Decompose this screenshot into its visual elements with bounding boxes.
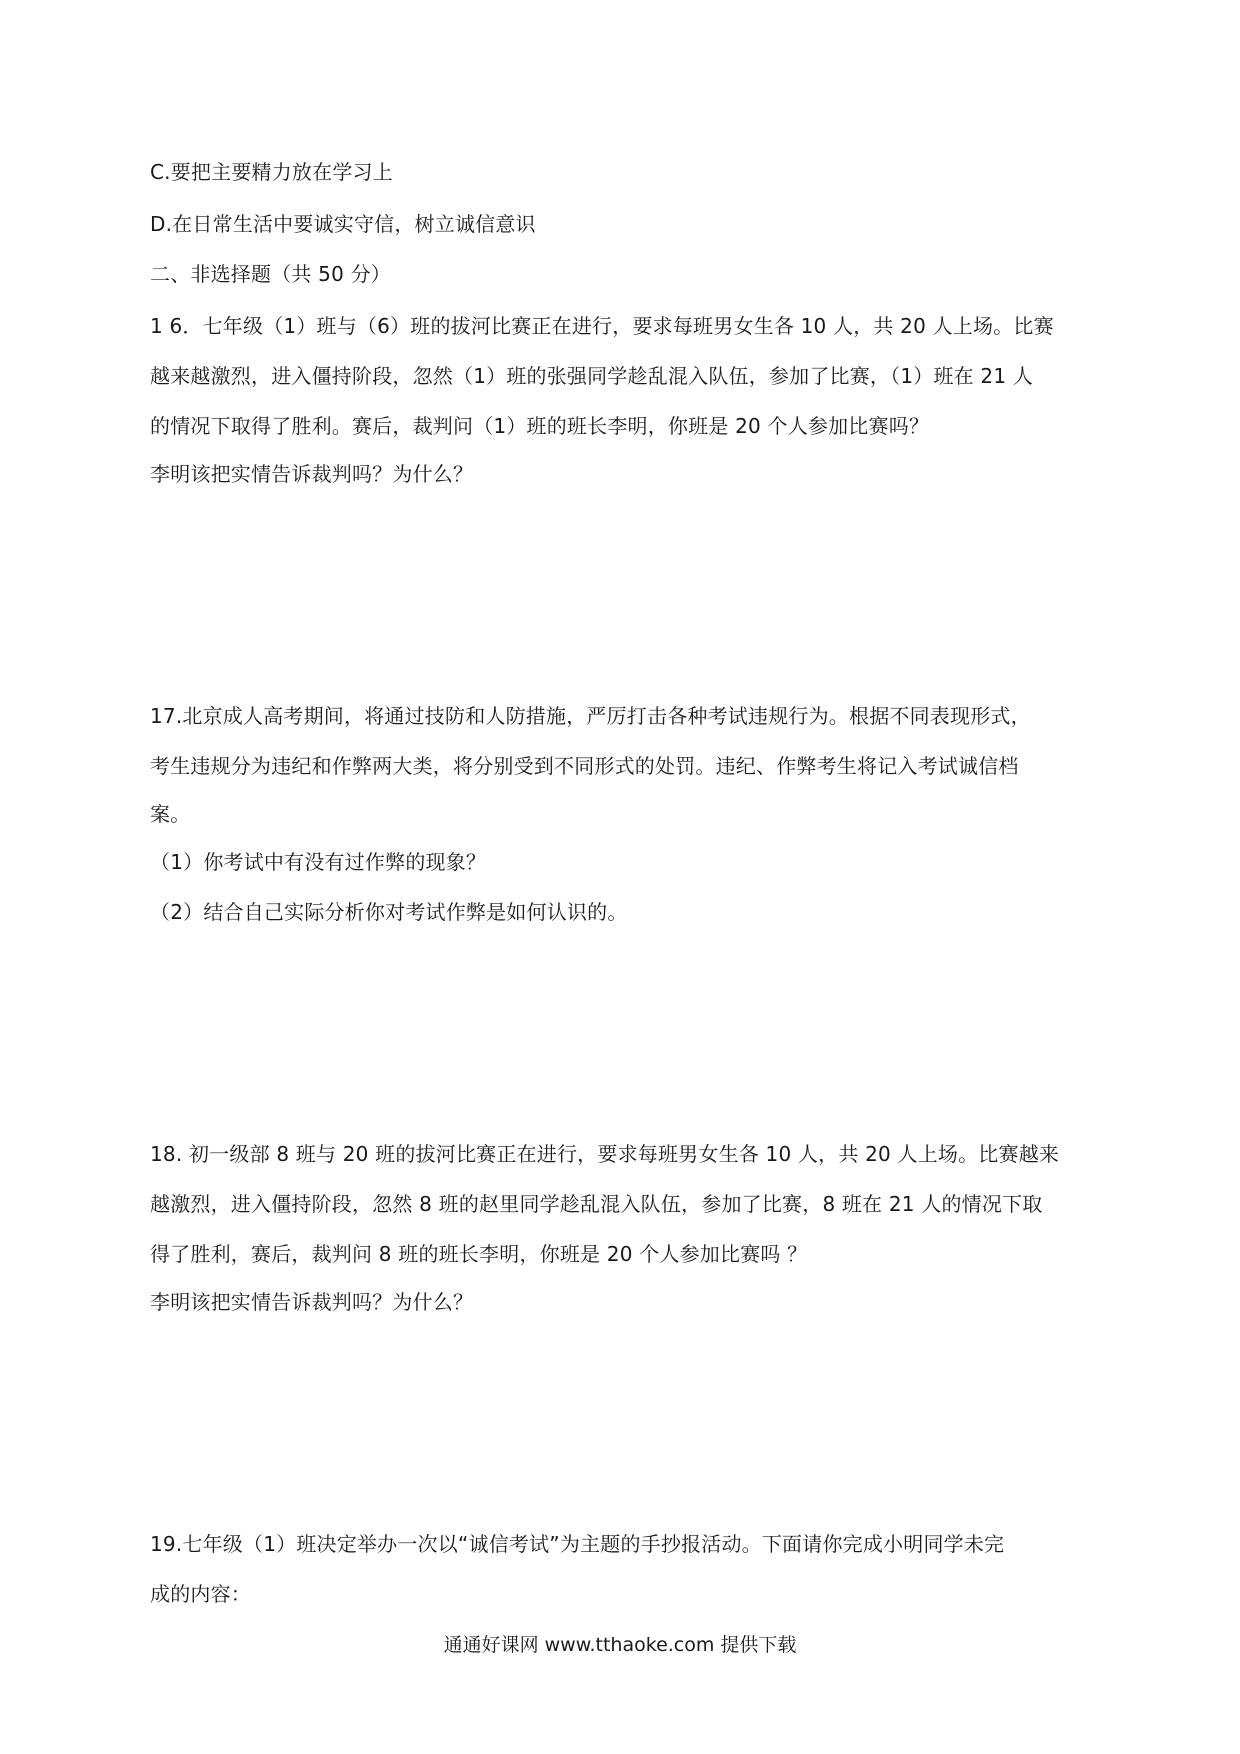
q18-line-2: 越激烈，进入僵持阶段，忽然 8 班的赵里同学趁乱混入队伍，参加了比赛，8 班在 21 人的情况下取 <box>150 1192 1043 1216</box>
option-d: D.在日常生活中要诚实守信，树立诚信意识 <box>150 212 536 236</box>
section-heading: 二、非选择题（共 50 分） <box>150 262 391 286</box>
q16-line-2: 越来越激烈，进入僵持阶段，忽然（1）班的张强同学趁乱混入队伍，参加了比赛，（1）班在 21 人 <box>150 364 1034 388</box>
option-c: C.要把主要精力放在学习上 <box>150 160 393 184</box>
q19-line-2: 成的内容： <box>150 1582 251 1606</box>
q18-line-1: 18. 初一级部 8 班与 20 班的拔河比赛正在进行，要求每班男女生各 10 人，共 20 人上场。比赛越来 <box>150 1142 1060 1166</box>
q19-line-1: 19.七年级（1）班决定举办一次以“诚信考试”为主题的手抄报活动。下面请你完成小明同学未完 <box>150 1532 1005 1556</box>
q18-line-3: 得了胜利，赛后，裁判问 8 班的班长李明，你班是 20 个人参加比赛吗 ？ <box>150 1242 808 1266</box>
q17-sub-1: （1）你考试中有没有过作弊的现象？ <box>150 850 487 874</box>
q17-line-3: 案。 <box>150 802 191 826</box>
q18-question: 李明该把实情告诉裁判吗？为什么？ <box>150 1290 474 1314</box>
q16-line-1: 1 6．七年级（1）班与（6）班的拔河比赛正在进行，要求每班男女生各 10 人，共 20 人上场。比赛 <box>150 314 1054 338</box>
q16-line-3: 的情况下取得了胜利。赛后，裁判问（1）班的班长李明，你班是 20 个人参加比赛吗？ <box>150 414 930 438</box>
q16-question: 李明该把实情告诉裁判吗？为什么？ <box>150 462 474 486</box>
q17-line-1: 17.北京成人高考期间，将通过技防和人防措施，严厉打击各种考试违规行为。根据不同表现形式， <box>150 704 1031 728</box>
footer-source: 通通好课网 www.tthaoke.com 提供下载 <box>443 1634 797 1656</box>
q17-line-2: 考生违规分为违纪和作弊两大类，将分别受到不同形式的处罚。违纪、作弊考生将记入考试诚信档 <box>150 754 1019 778</box>
q17-sub-2: （2）结合自己实际分析你对考试作弊是如何认识的。 <box>150 900 628 924</box>
